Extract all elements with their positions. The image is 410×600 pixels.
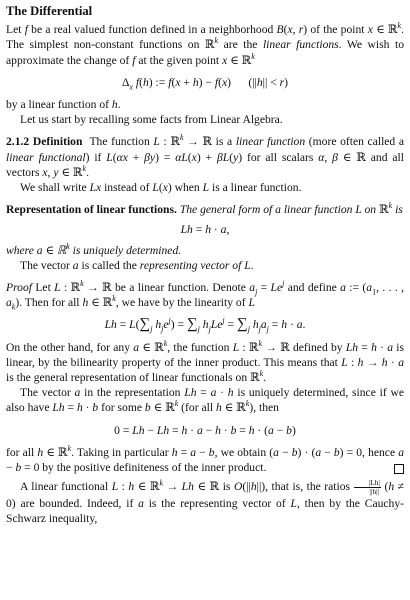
converse-paragraph: On the other hand, for any a ∈ ℝ$^k$, the function L : ℝ$^k$ → ℝ defined by Lh = h · a is linear, by the bilinearity property of the inner product. This means that L : h → h · a is the general representation of linear functionals on ℝ$^k$. bbox=[6, 338, 404, 385]
recall-paragraph: Let us start by recalling some facts from Linear Algebra. bbox=[20, 113, 283, 127]
conclusion-paragraph: for all h ∈ ℝ$^k$. Taking in particular h = a − b, we obtain (a − b) · (a − b) = 0, hence a − b = 0 by the positive definiteness of the inner product. bbox=[6, 444, 404, 475]
equation-difference: 0 = Lh − Lh = h · a − h · b = h · (a − b) bbox=[114, 423, 296, 437]
section-title: The Differential bbox=[6, 4, 93, 18]
representation-label: Representation of linear functions. bbox=[6, 203, 177, 217]
equation-linearity: $Lh = L(\sum_j$ $h_je^j) = \sum_j$ $h_jLe^j = \sum_j$ $h_ja_j = h \cdot a$. bbox=[104, 316, 306, 334]
equation-delta: $\Delta_x$ f(h) := f(x + h) − f(x) (||h|| < r) bbox=[121, 75, 289, 92]
page-content bbox=[6, 4, 404, 527]
bounded-paragraph: A linear functional L : h ∈ ℝ$^k$ → Lh ∈ ℝ is O(||h||), that is, the ratios $\frac{|Lh|}{||h||}$ (h ≠ 0) are bounded. Indeed, if a is the representing vector of L, then by the Cauchy-Schwarz inequality, bbox=[6, 478, 405, 526]
representing-vector-paragraph: The vector a is called the representing vector of L. bbox=[20, 258, 254, 272]
proof-paragraph: Proof Let L : ℝ$^k$ → ℝ be a linear function. Denote $a_j = Le^j$ and define a := ($a_1$, . . . , $a_k$). Then for all h ∈ ℝ$^k$, we have by the linearity of L bbox=[6, 279, 404, 312]
unique-statement: where a ∈ ℝ$^k$ is uniquely determined. bbox=[6, 241, 182, 257]
ratio-fraction: $\frac{|Lh|}{||h||}$ bbox=[354, 479, 381, 496]
qed-symbol bbox=[394, 464, 404, 474]
definition-paragraph: 2.1.2 Definition The function L : ℝ$^k$ → ℝ is a linear function (more often called a linear functional) if L(αx + βy) = αL(x) + βL(y) for all scalars α, β ∈ ℝ and all vectors x, y ∈ ℝ$^k$. bbox=[6, 133, 405, 179]
representation-paragraph: Representation of linear functions. The general form of a linear function L on ℝ$^k$ is bbox=[6, 201, 403, 217]
notation-paragraph: We shall write Lx instead of L(x) when L is a linear function. bbox=[20, 181, 302, 195]
approx-paragraph: by a linear function of h. bbox=[6, 98, 121, 112]
uniqueness-paragraph: The vector a in the representation Lh = a · h is uniquely determined, since if we also have Lh = h · b for some b ∈ ℝ$^k$ (for all h ∈ ℝ$^k$), then bbox=[6, 386, 404, 415]
definition-label: 2.1.2 Definition bbox=[6, 135, 83, 149]
equation-representation: Lh = h · a, bbox=[180, 223, 230, 237]
intro-paragraph: Let f be a real valued function defined in a neighborhood B(x, r) of the point x ∈ ℝ$^k$. The simplest non-constant functions on ℝ$^k$ are the linear functions. We wish to approximate the change of f at the given point x ∈ ℝ$^k$ bbox=[6, 21, 404, 67]
proof-label: Proof bbox=[6, 281, 32, 295]
